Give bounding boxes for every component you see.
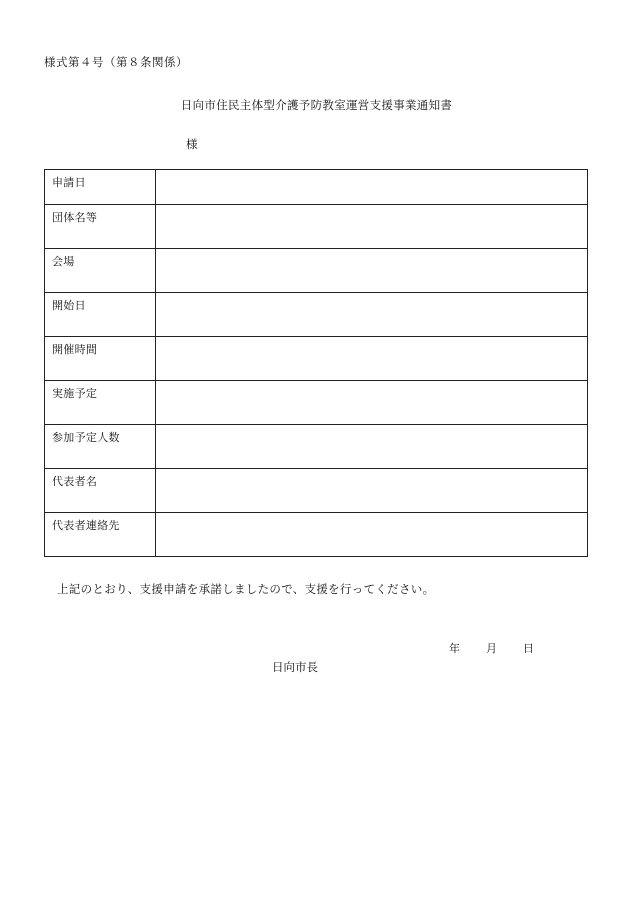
- row-value-session-time: [156, 337, 588, 381]
- table-row: [45, 513, 588, 557]
- form-number: 様式第４号（第８条関係）: [44, 55, 188, 69]
- row-label-representative-name: 代表者名: [45, 469, 156, 513]
- date-line: [449, 640, 534, 656]
- table-row: [45, 425, 588, 469]
- table-row: [45, 381, 588, 425]
- date-year-label: 年: [449, 642, 460, 655]
- row-label-application-date: 申請日: [45, 170, 156, 205]
- addressee-suffix: 様: [186, 137, 198, 151]
- signer-title: 日向市長: [272, 660, 318, 674]
- approval-statement: 上記のとおり、支援申請を承諾しましたので、支援を行ってください。: [57, 582, 435, 596]
- row-label-expected-participants: 参加予定人数: [45, 425, 156, 469]
- notification-table: [44, 169, 588, 557]
- document-title: 日向市住民主体型介護予防教室運営支援事業通知書: [180, 98, 453, 112]
- table-row: [45, 293, 588, 337]
- table-row: [45, 205, 588, 249]
- date-month-label: 月: [486, 642, 497, 655]
- table-row: [45, 337, 588, 381]
- row-value-expected-participants: [156, 425, 588, 469]
- row-value-application-date: [156, 170, 588, 205]
- row-value-organization-name: [156, 205, 588, 249]
- row-label-organization-name: 団体名等: [45, 205, 156, 249]
- table-row: [45, 469, 588, 513]
- row-label-schedule: 実施予定: [45, 381, 156, 425]
- date-day-label: 日: [523, 642, 534, 655]
- row-value-representative-contact: [156, 513, 588, 557]
- row-value-start-date: [156, 293, 588, 337]
- table-row: [45, 249, 588, 293]
- row-value-venue: [156, 249, 588, 293]
- row-label-representative-contact: 代表者連絡先: [45, 513, 156, 557]
- row-label-start-date: 開始日: [45, 293, 156, 337]
- table-row: [45, 170, 588, 205]
- row-label-session-time: 開催時間: [45, 337, 156, 381]
- row-value-representative-name: [156, 469, 588, 513]
- row-label-venue: 会場: [45, 249, 156, 293]
- row-value-schedule: [156, 381, 588, 425]
